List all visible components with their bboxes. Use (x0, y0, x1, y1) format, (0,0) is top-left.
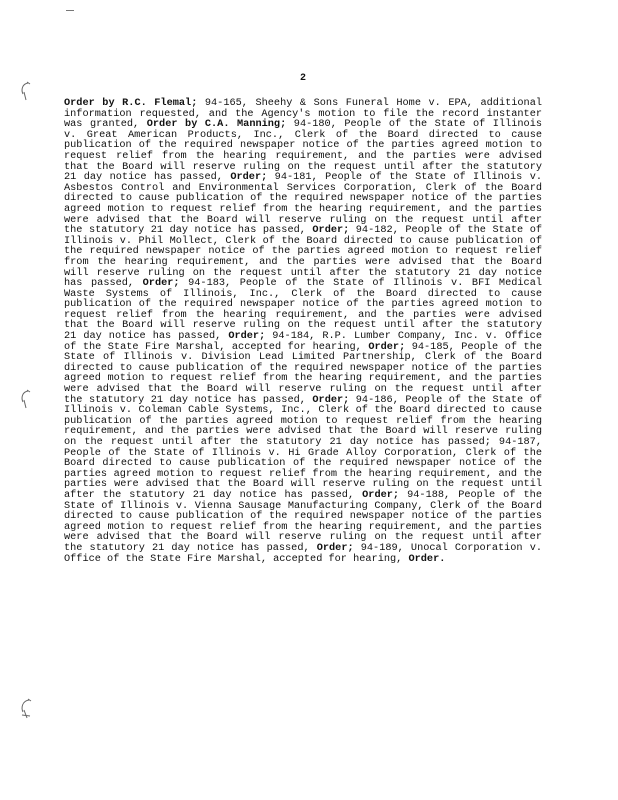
order-text-segment: 94-189, Unocal Corporation v. Office of the State Fire Marshal, accepted for hearing, (64, 541, 542, 565)
order-text-segment: 94-184, R.P. Lumber Company, Inc. v. Office of the State Fire Marshal, accepted for hearing, (64, 330, 542, 353)
order-text-segment: 94-180, People of the State of Illinois v. Great American Products, Inc., Clerk of the Board directed to cause publication of the required newspaper notice of the parties agreed motion to request relief from the hearing requirement, and the parties were advised that the Board will reserve ruling on the request until after the statutory 21 day notice has passed, (64, 118, 543, 184)
order-text-segment: 94-182, People of the State of Illinois v. Phil Mollect, Clerk of the Board directed to cause publication of the required newspaper notice of the parties agreed motion to request relief from the hearing requirement, and the parties were advised that the Board will reserve ruling on the request until after the statutory 21 day notice has passed, (64, 224, 542, 290)
bold-order-label: Order; (312, 224, 350, 237)
binding-hole-mark-middle (18, 388, 32, 410)
order-text-segment: 94-188, People of the State of Illinois v. Vienna Sausage Manufacturing Company, Clerk of the Board directed to cause publication of the required newspaper notice of the parties agreed motion to request relief from the hearing requirement, and the parties were advised that the Board will reserve ruling on the request until after the statutory 21 day notice has passed, (64, 488, 542, 554)
page-number: 2 (300, 73, 307, 84)
bold-order-label: Order; (316, 541, 354, 554)
order-paragraph (64, 98, 542, 564)
scan-artifact-dash (66, 10, 74, 11)
bold-order-label: Order by R.C. Flemal; (64, 97, 198, 109)
bold-order-label: Order. (408, 552, 446, 565)
order-text-segment: 94-185, People of the State of Illinois v. Division Lead Limited Partnership, Clerk of the Board directed to cause publication of the required newspaper notice of the parties agreed motion to request relief from the hearing requirement, and the parties were advised that the Board will reserve ruling on the request until after the statutory 21 day notice has passed, (64, 340, 542, 406)
bold-order-label: Order; (368, 340, 406, 353)
binding-hole-mark-top (18, 80, 32, 102)
order-text-segment: 94-165, Sheehy & Sons Funeral Home v. EPA, additional information requested, and the Agency's motion to file the record instanter was granted, (64, 97, 543, 131)
order-text-segment: 94-181, People of the State of Illinois v. Asbestos Control and Environmental Services Corporation, Clerk of the Board directed to cause publication of the required newspaper notice of the parties agreed motion to request relief from the hearing requirement, and the parties were advised that the Board will reserve ruling on the request until after the statutory 21 day notice has passed, (64, 171, 542, 237)
bold-order-label: Order; (228, 330, 266, 343)
bold-order-label: Order; (362, 488, 400, 501)
bold-order-label: Order; (312, 393, 350, 406)
order-text-segment: 94-183, People of the State of Illinois v. BFI Medical Waste Systems of Illinois, Inc., Clerk of the Board directed to cause publication of the required newspaper notice of the parties agreed motion to request relief from the hearing requirement, and the parties were advised that the Board will reserve ruling on the request until after the statutory 21 day notice has passed, (64, 277, 542, 343)
bold-order-label: Order by C.A. Manning; (146, 118, 287, 131)
binding-hole-mark-bottom (18, 697, 34, 721)
order-text-segment: 94-186, People of the State of Illinois v. Coleman Cable Systems, Inc., Clerk of the Board directed to cause publication of the parties agreed motion to request relief from the hearing requirement, and the parties were advised that the Board will reserve ruling on the request until after the statutory 21 day notice has passed; 94-187, People of the State of Illinois v. Hi Grade Alloy Corporation, Clerk of the Board directed to cause publication of the required newspaper notice of the parties agreed motion to request relief from the hearing requirement, and the parties were advised that the Board will reserve ruling on the request until after the statutory 21 day notice has passed, (64, 393, 542, 501)
bold-order-label: Order; (142, 277, 180, 290)
bold-order-label: Order; (230, 171, 268, 184)
